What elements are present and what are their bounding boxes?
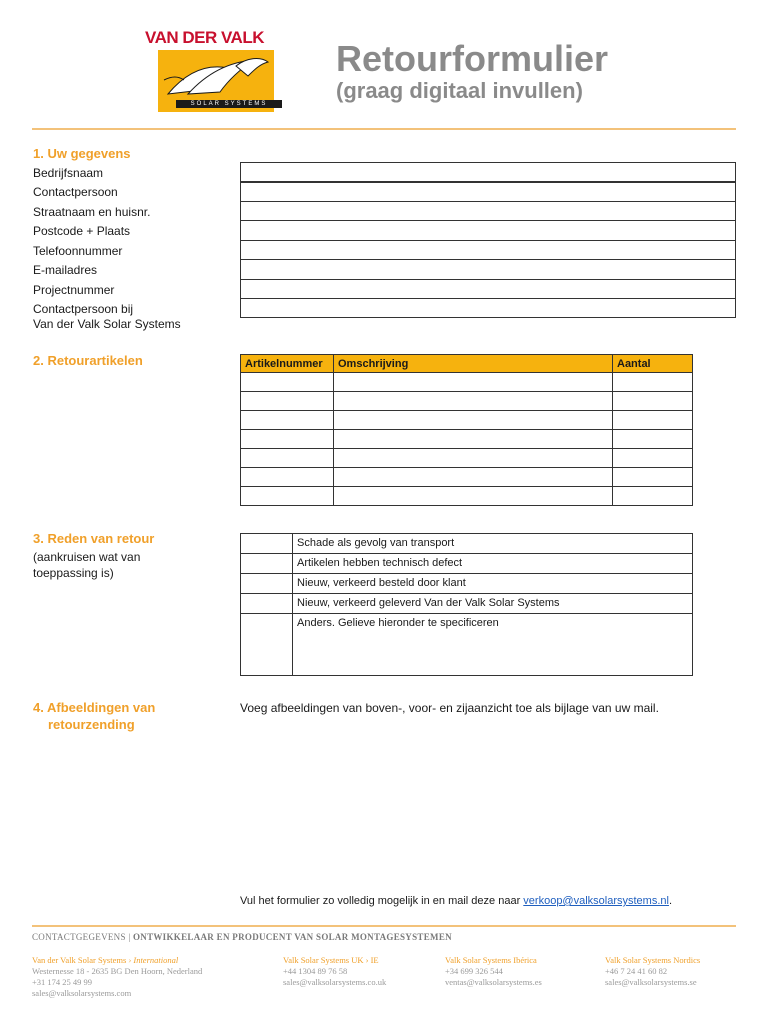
email-link[interactable]: verkoop@valksolarsystems.nl xyxy=(523,895,669,907)
footer-col-uk xyxy=(283,955,386,988)
field-contactpersoon[interactable] xyxy=(240,182,736,202)
field-straatnaam[interactable] xyxy=(240,201,736,221)
logo-tagline: SOLAR SYSTEMS xyxy=(176,100,282,108)
label-contactpersoon-vdv-1: Contactpersoon bij xyxy=(33,302,134,316)
closing-end: . xyxy=(668,895,673,907)
reason-transport-label: Schade als gevolg van transport xyxy=(293,534,693,554)
label-straatnaam: Straatnaam en huisnr. xyxy=(33,205,151,219)
section1-heading: 1. Uw gegevens xyxy=(33,146,131,161)
label-bedrijfsnaam: Bedrijfsnaam xyxy=(33,166,104,180)
table-row xyxy=(241,449,693,468)
footer-col2-email[interactable]: sales@valksolarsystems.co.uk xyxy=(283,977,387,987)
cell-artikelnummer[interactable] xyxy=(241,392,334,411)
page-title: Retourformulier xyxy=(336,38,609,79)
cell-aantal[interactable] xyxy=(613,449,693,468)
table-row xyxy=(241,411,693,430)
reason-row xyxy=(241,554,693,574)
section3-note-2: toeppassing is) xyxy=(33,566,114,580)
footer-col2-suffix: › IE xyxy=(363,955,379,965)
field-telefoon[interactable] xyxy=(240,240,736,260)
cell-omschrijving[interactable] xyxy=(334,487,613,506)
footer-heading-sep: | xyxy=(125,932,133,942)
label-email: E-mailadres xyxy=(33,263,98,277)
label-telefoon: Telefoonnummer xyxy=(33,244,123,258)
cell-aantal[interactable] xyxy=(613,373,693,392)
checkbox-defect[interactable] xyxy=(241,554,293,574)
col-omschrijving: Omschrijving xyxy=(334,355,613,373)
field-postcode[interactable] xyxy=(240,220,736,241)
reason-geleverd-label: Nieuw, verkeerd geleverd Van der Valk Solar Systems xyxy=(293,594,693,614)
cell-omschrijving[interactable] xyxy=(334,411,613,430)
footer-col-international xyxy=(32,955,202,999)
footer-heading-left: CONTACTGEGEVENS xyxy=(32,932,126,942)
footer-col1-suffix: › International xyxy=(126,955,179,965)
footer-col4-phone: +46 7 24 41 60 82 xyxy=(605,966,668,976)
articles-table xyxy=(240,354,693,506)
footer-col4-email[interactable]: sales@valksolarsystems.se xyxy=(605,977,697,987)
footer-col1-email[interactable]: sales@valksolarsystems.com xyxy=(32,988,132,998)
label-contactpersoon: Contactpersoon xyxy=(33,185,118,199)
section4-heading-1: 4. Afbeeldingen van xyxy=(33,700,156,715)
footer-col-nordics xyxy=(605,955,700,988)
cell-aantal[interactable] xyxy=(613,430,693,449)
reason-table xyxy=(240,533,693,676)
footer-col3-name: Valk Solar Systems Ibérica xyxy=(445,955,537,965)
table-row xyxy=(241,487,693,506)
cell-artikelnummer[interactable] xyxy=(241,487,334,506)
cell-omschrijving[interactable] xyxy=(334,449,613,468)
reason-row xyxy=(241,534,693,554)
checkbox-geleverd[interactable] xyxy=(241,594,293,614)
footer-col2-name: Valk Solar Systems UK xyxy=(283,955,364,965)
label-postcode: Postcode + Plaats xyxy=(33,224,131,238)
footer-col1-address: Westernesse 18 - 2635 BG Den Hoorn, Nederland xyxy=(32,966,203,976)
col-aantal: Aantal xyxy=(613,355,693,373)
cell-artikelnummer[interactable] xyxy=(241,411,334,430)
col-artikelnummer: Artikelnummer xyxy=(241,355,334,373)
reason-besteld-label: Nieuw, verkeerd besteld door klant xyxy=(293,574,693,594)
reason-row xyxy=(241,614,693,676)
checkbox-anders[interactable] xyxy=(241,614,293,676)
field-projectnummer[interactable] xyxy=(240,279,736,299)
table-row xyxy=(241,468,693,487)
section3-heading: 3. Reden van retour xyxy=(33,531,155,546)
footer-col3-email[interactable]: ventas@valksolarsystems.es xyxy=(445,977,542,987)
closing-text: Vul het formulier zo volledig mogelijk in en mail deze naar xyxy=(240,895,524,907)
header-divider xyxy=(32,128,736,130)
cell-omschrijving[interactable] xyxy=(334,430,613,449)
cell-artikelnummer[interactable] xyxy=(241,449,334,468)
footer-col2-phone: +44 1304 89 76 58 xyxy=(283,966,348,976)
cell-omschrijving[interactable] xyxy=(334,373,613,392)
closing-line xyxy=(240,895,672,907)
reason-row xyxy=(241,594,693,614)
cell-aantal[interactable] xyxy=(613,392,693,411)
logo-brand-text: VAN DER VALK xyxy=(145,28,264,47)
footer-col3-phone: +34 699 326 544 xyxy=(445,966,503,976)
cell-omschrijving[interactable] xyxy=(334,468,613,487)
cell-aantal[interactable] xyxy=(613,487,693,506)
reason-anders-label[interactable]: Anders. Gelieve hieronder te specificeren xyxy=(293,614,693,676)
label-projectnummer: Projectnummer xyxy=(33,283,115,297)
table-row xyxy=(241,392,693,411)
reason-row xyxy=(241,574,693,594)
cell-artikelnummer[interactable] xyxy=(241,373,334,392)
cell-artikelnummer[interactable] xyxy=(241,468,334,487)
footer-col4-name: Valk Solar Systems Nordics xyxy=(605,955,701,965)
field-bedrijfsnaam[interactable] xyxy=(240,162,736,182)
footer-col1-phone: +31 174 25 49 99 xyxy=(32,977,93,987)
eagle-icon xyxy=(158,50,274,100)
cell-aantal[interactable] xyxy=(613,411,693,430)
footer-heading-right: ONTWIKKELAAR EN PRODUCENT VAN SOLAR MONTAGESYSTEMEN xyxy=(132,932,452,942)
field-contactpersoon-vdv[interactable] xyxy=(240,298,736,318)
company-logo xyxy=(144,28,284,114)
checkbox-besteld[interactable] xyxy=(241,574,293,594)
logo-emblem xyxy=(158,50,274,112)
section3-note-1: (aankruisen wat van xyxy=(33,550,141,564)
page-subtitle: (graag digitaal invullen) xyxy=(336,78,583,103)
section4-heading-2: retourzending xyxy=(48,717,135,732)
label-contactpersoon-vdv-2: Van der Valk Solar Systems xyxy=(33,317,181,331)
table-row xyxy=(241,430,693,449)
field-email[interactable] xyxy=(240,259,736,280)
footer-divider xyxy=(32,925,736,927)
footer-col1-name: Van der Valk Solar Systems xyxy=(32,955,127,965)
cell-omschrijving[interactable] xyxy=(334,392,613,411)
reason-defect-label: Artikelen hebben technisch defect xyxy=(293,554,693,574)
cell-aantal[interactable] xyxy=(613,468,693,487)
section2-heading: 2. Retourartikelen xyxy=(33,353,143,368)
table-row xyxy=(241,373,693,392)
cell-artikelnummer[interactable] xyxy=(241,430,334,449)
checkbox-transport[interactable] xyxy=(241,534,293,554)
footer-col-iberica xyxy=(445,955,542,988)
footer-heading xyxy=(32,932,452,942)
section4-instruction: Voeg afbeeldingen van boven-, voor- en zijaanzicht toe als bijlage van uw mail. xyxy=(240,701,659,715)
